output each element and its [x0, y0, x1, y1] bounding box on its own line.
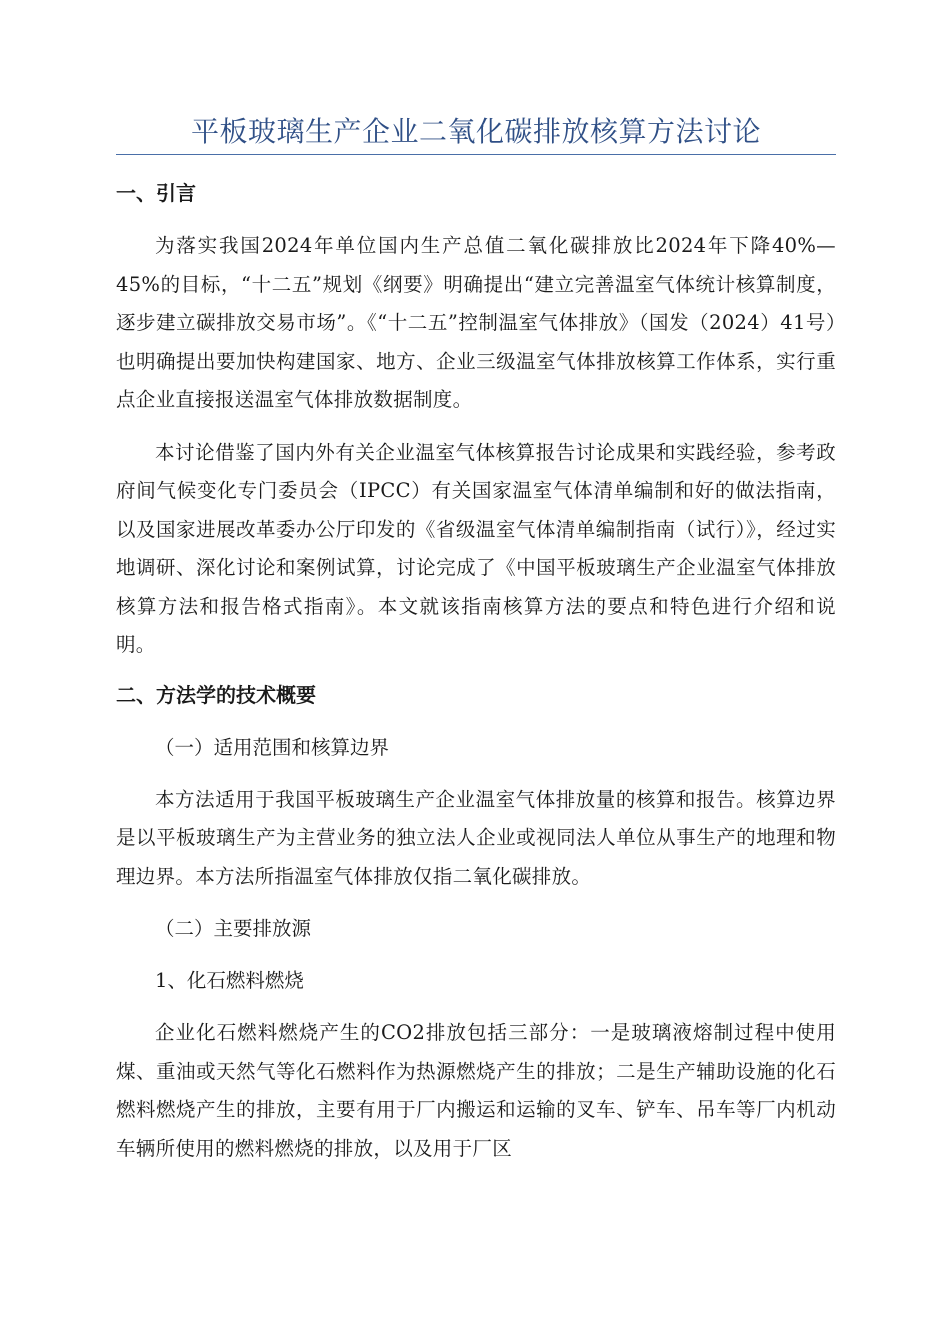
section-heading-method: 二、方法学的技术概要	[116, 682, 316, 707]
scope-paragraph: 本方法适用于我国平板玻璃生产企业温室气体排放量的核算和报告。核算边界是以平板玻璃生产为主营业务的独立法人企业或视同法人单位从事生产的地理和物理边界。本方法所指温室气体排放仅指二氧化碳排放。	[116, 787, 836, 888]
intro-paragraph-1: 为落实我国2024年单位国内生产总值二氧化碳排放比2024年下降40%—45%的目标，“十二五”规划《纲要》明确提出“建立完善温室气体统计核算制度，逐步建立碳排放交易市场”。《“十二五”控制温室气体排放》（国发（2024）41号）也明确提出要加快构建国家、地方、企业三级温室气体排放核算工作体系，实行重点企业直接报送温室气体排放数据制度。	[116, 234, 836, 411]
subsection-heading-scope: （一）适用范围和核算边界	[155, 735, 390, 759]
intro-paragraph-2: 本讨论借鉴了国内外有关企业温室气体核算报告讨论成果和实践经验，参考政府间气候变化专门委员会（IPCC）有关国家温室气体清单编制和好的做法指南，以及国家进展改革委办公厅印发的《省级温室气体清单编制指南（试行）》，经过实地调研、深化讨论和案例试算，讨论完成了《中国平板玻璃生产企业温室气体排放核算方法和报告格式指南》。本文就该指南核算方法的要点和特色进行介绍和说明。	[116, 440, 836, 656]
section-heading-intro: 一、引言	[116, 181, 196, 205]
title-underline	[116, 154, 836, 155]
subsection-heading-sources: （二）主要排放源	[155, 917, 312, 940]
document-page	[116, 110, 836, 1182]
item-heading-fossil-fuel: 1、化石燃料燃烧	[155, 969, 304, 992]
document-title: 平板玻璃生产企业二氧化碳排放核算方法讨论	[190, 115, 761, 148]
fossil-fuel-paragraph: 企业化石燃料燃烧产生的CO2排放包括三部分：一是玻璃液熔制过程中使用煤、重油或天然气等化石燃料作为热源燃烧产生的排放；二是生产辅助设施的化石燃料燃烧产生的排放，主要有用于厂内搬运和运输的叉车、铲车、吊车等厂内机动车辆所使用的燃料燃烧的排放，以及用于厂区	[116, 1021, 836, 1160]
